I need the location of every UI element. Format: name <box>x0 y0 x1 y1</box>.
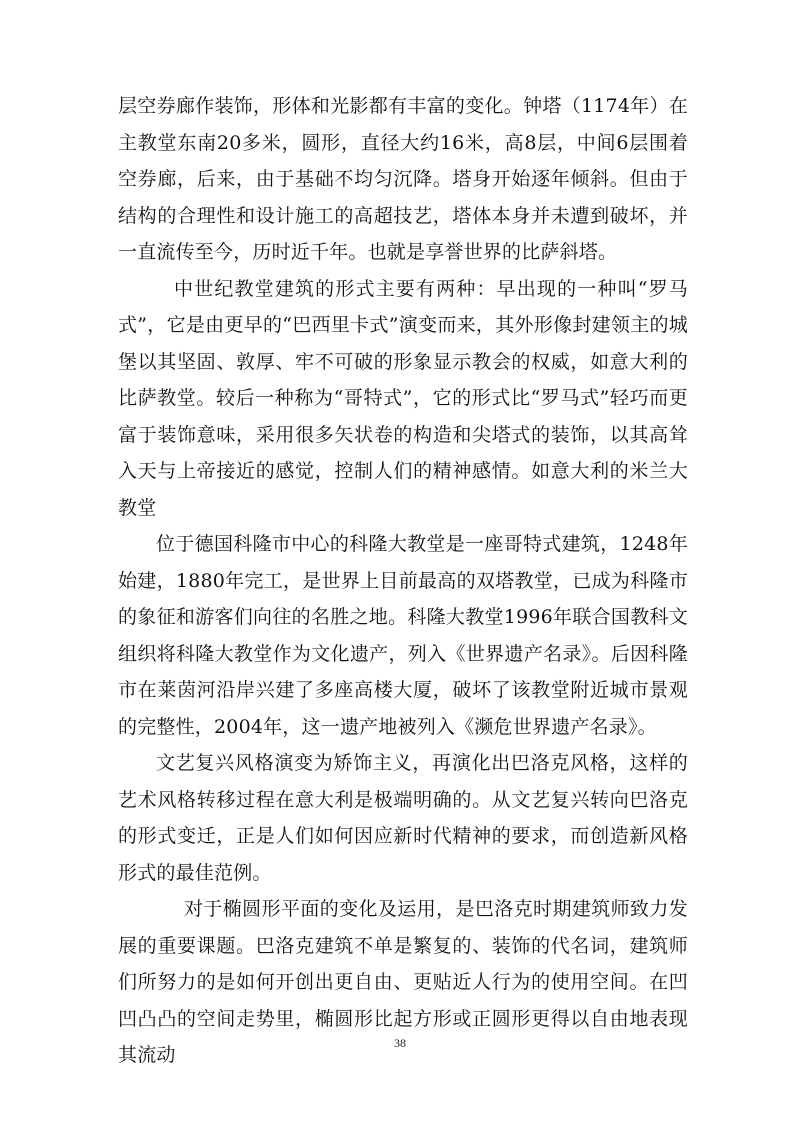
paragraph-medieval-church-styles: 中世纪教堂建筑的形式主要有两种：早出现的一种叫“罗马式”，它是由更早的“巴西里卡式”演变而来，其外形像封建领主的城堡以其坚固、敦厚、牢不可破的形象显示教会的权威，如意大利的比萨教堂。较后一种称为“哥特式”，它的形式比“罗马式”轻巧而更富于装饰意味，采用很多矢状卷的构造和尖塔式的装饰，以其高耸入天与上帝接近的感觉，控制人们的精神感情。如意大利的米兰大教堂 <box>118 277 688 519</box>
body-text <box>118 88 688 1074</box>
page-number: 38 <box>394 1036 406 1050</box>
paragraph-cologne-cathedral: 位于德国科隆市中心的科隆大教堂是一座哥特式建筑，1248年始建，1880年完工，是世界上目前最高的双塔教堂，已成为科隆市的象征和游客们向往的名胜之地。科隆大教堂1996年联合国教科文组织将科隆大教堂作为文化遗产，列入《世界遗产名录》。后因科隆市在莱茵河沿岸兴建了多座高楼大厦，破坏了该教堂附近城市景观的完整性，2004年，这一遗产地被列入《濒危世界遗产名录》。 <box>118 533 688 738</box>
paragraph-renaissance-to-baroque: 文艺复兴风格演变为矫饰主义，再演化出巴洛克风格，这样的艺术风格转移过程在意大利是极端明确的。从文艺复兴转向巴洛克的形式变迁，正是人们如何因应新时代精神的要求，而创造新风格形式的最佳范例。 <box>118 752 688 884</box>
paragraph-elliptical-plan: 对于椭圆形平面的变化及运用，是巴洛克时期建筑师致力发展的重要课题。巴洛克建筑不单是繁复的、装饰的代名词，建筑师们所努力的是如何开创出更自由、更贴近人行为的使用空间。在凹凹凸凸的空间走势里，椭圆形比起方形或正圆形更得以自由地表现其流动 <box>118 898 688 1066</box>
paragraph-leaning-tower: 层空券廊作装饰，形体和光影都有丰富的变化。钟塔（1174年）在主教堂东南20多米，圆形，直径大约16米，高8层，中间6层围着空券廊，后来，由于基础不均匀沉降。塔身开始逐年倾斜。但由于结构的合理性和设计施工的高超技艺，塔体本身并未遭到破坏，并一直流传至今，历时近千年。也就是享誉世界的比萨斜塔。 <box>118 95 688 263</box>
